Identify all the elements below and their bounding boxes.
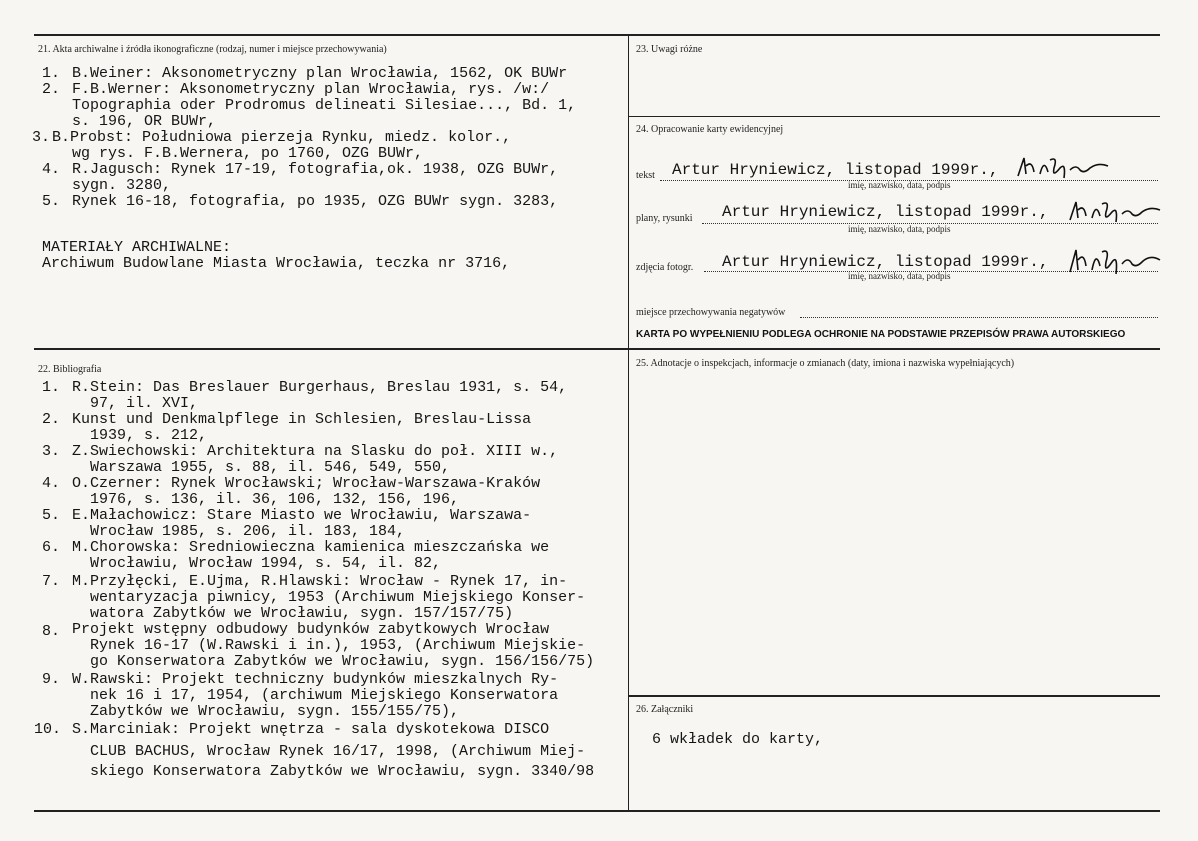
text-author-value: Artur Hryniewicz, listopad 1999r., [672, 161, 999, 179]
item-line: Rynek 16-18, fotografia, po 1935, OZG BUWr sygn. 3283, [72, 193, 559, 210]
list-item [32, 129, 627, 162]
bottom-border [34, 810, 1160, 812]
item-line: watora Zabytków we Wrocławiu, sygn. 157/157/75) [90, 605, 514, 622]
list-item [42, 66, 627, 82]
section-25-header: 25. Adnotacje o inspekcjach, informacje o zmianach (daty, imiona i nazwiska wypełniających) [636, 358, 1015, 369]
item-line: E.Małachowicz: Stare Miasto we Wrocławiu, Warszawa- [72, 507, 532, 524]
item-line: S.Marciniak: Projekt wnętrza - sala dyskotekowa DISCO [72, 721, 550, 738]
item-line: Warszawa 1955, s. 88, il. 546, 549, 550, [90, 459, 451, 476]
list-item [42, 672, 632, 722]
list-item [34, 721, 632, 780]
list-item [42, 572, 632, 622]
item-number: 9. [42, 671, 61, 688]
item-line: go Konserwatora Zabytków we Wrocławiu, sygn. 156/156/75) [90, 653, 595, 670]
archival-sources-list [32, 65, 627, 210]
item-number: 5. [42, 193, 61, 210]
item-line: Wrocław 1985, s. 206, il. 183, 184, [90, 523, 406, 540]
list-item [42, 412, 632, 444]
item-line: sygn. 3280, [72, 177, 172, 194]
photos-author-caption: imię, nazwisko, data, podpis [848, 271, 951, 281]
item-number: 2. [42, 81, 61, 98]
list-item [42, 444, 632, 476]
item-line: O.Czerner: Rynek Wrocławski; Wrocław-Warszawa-Kraków [72, 475, 541, 492]
item-line: Z.Swiechowski: Architektura na Slasku do poł. XIII w., [72, 443, 559, 460]
top-border [34, 34, 1160, 36]
list-item [42, 82, 627, 130]
item-number: 8. [42, 623, 61, 640]
text-author-label: tekst [636, 170, 655, 181]
divider-23-24 [629, 116, 1160, 117]
item-number: 4. [42, 475, 61, 492]
item-line: Rynek 16-17 (W.Rawski i in.), 1953, (Archiwum Miejskie- [90, 637, 586, 654]
text-author-caption: imię, nazwisko, data, podpis [848, 180, 951, 190]
bibliography-list [34, 379, 632, 780]
archival-materials-text: Archiwum Budowlane Miasta Wrocławia, teczka nr 3716, [42, 255, 511, 272]
item-number: 10. [34, 721, 62, 738]
divider-25-26 [629, 695, 1160, 697]
signature-icon [1066, 246, 1166, 276]
list-item [42, 380, 632, 412]
item-line: B.Probst: Południowa pierzeja Rynku, miedz. kolor., [52, 129, 512, 146]
item-line: B.Weiner: Aksonometryczny plan Wrocławia, 1562, OK BUWr [72, 65, 568, 82]
list-item [42, 476, 632, 508]
item-line: R.Jagusch: Rynek 17-19, fotografia,ok. 1938, OZG BUWr, [72, 161, 559, 178]
item-line: wentaryzacja piwnicy, 1953 (Archiwum Miejskiego Konser- [90, 589, 586, 606]
signature-icon [1066, 198, 1166, 224]
item-number: 1. [42, 379, 61, 396]
signature-icon [1014, 154, 1114, 180]
list-item [42, 540, 632, 572]
drawings-author-caption: imię, nazwisko, data, podpis [848, 224, 951, 234]
item-line: nek 16 i 17, 1954, (archiwum Miejskiego Konserwatora [90, 687, 559, 704]
list-item [42, 194, 627, 210]
item-line: Zabytków we Wrocławiu, sygn. 155/155/75), [90, 703, 460, 720]
item-number: 7. [42, 573, 61, 590]
item-line: R.Stein: Das Breslauer Burgerhaus, Breslau 1931, s. 54, [72, 379, 568, 396]
item-line: M.Chorowska: Sredniowieczna kamienica mieszczańska we [72, 539, 550, 556]
copyright-notice: KARTA PO WYPEŁNIENIU PODLEGA OCHRONIE NA PODSTAWIE PRZEPISÓW PRAWA AUTORSKIEGO [636, 329, 1126, 340]
list-item [42, 162, 627, 194]
middle-border [34, 348, 1160, 350]
item-number: 1. [42, 65, 61, 82]
negatives-location-line [800, 317, 1158, 318]
item-line: 1939, s. 212, [90, 427, 208, 444]
item-line: skiego Konserwatora Zabytków we Wrocławiu, sygn. 3340/98 [90, 763, 595, 780]
section-24-header: 24. Opracowanie karty ewidencyjnej [636, 124, 784, 135]
item-number: 2. [42, 411, 61, 428]
item-line: 1976, s. 136, il. 36, 106, 132, 156, 196, [90, 491, 460, 508]
item-line: 97, il. XVI, [90, 395, 199, 412]
negatives-location-label: miejsce przechowywania negatywów [636, 307, 786, 318]
section-22-header: 22. Bibliografia [38, 364, 102, 375]
item-line: CLUB BACHUS, Wrocław Rynek 16/17, 1998, (Archiwum Miej- [90, 743, 586, 760]
item-line: Projekt wstępny odbudowy budynków zabytkowych Wrocław [72, 621, 550, 638]
item-number: 6. [42, 539, 61, 556]
item-line: Topographia oder Prodromus delineati Silesiae..., Bd. 1, [72, 97, 577, 114]
item-line: Kunst und Denkmalpflege in Schlesien, Breslau-Lissa [72, 411, 532, 428]
archival-materials-title: MATERIAŁY ARCHIWALNE: [42, 239, 232, 256]
drawings-author-value: Artur Hryniewicz, listopad 1999r., [722, 203, 1049, 221]
photos-author-label: zdjęcia fotogr. [636, 262, 694, 273]
item-line: W.Rawski: Projekt techniczny budynków mieszkalnych Ry- [72, 671, 559, 688]
section-26-header: 26. Załączniki [636, 704, 694, 715]
item-number: 4. [42, 161, 61, 178]
item-number: 5. [42, 507, 61, 524]
item-line: Wrocławiu, Wrocław 1994, s. 54, il. 82, [90, 555, 442, 572]
list-item [42, 508, 632, 540]
list-item [42, 622, 632, 672]
item-line: s. 196, OR BUWr, [72, 113, 217, 130]
item-line: F.B.Werner: Aksonometryczny plan Wrocławia, rys. /w:/ [72, 81, 550, 98]
section-23-header: 23. Uwagi różne [636, 44, 703, 55]
item-number: 3. [42, 443, 61, 460]
section-21-header: 21. Akta archiwalne i źródła ikonograficzne (rodzaj, numer i miejsce przechowywania) [38, 44, 387, 55]
attachments-text: 6 wkładek do karty, [652, 731, 824, 748]
photos-author-value: Artur Hryniewicz, listopad 1999r., [722, 253, 1049, 271]
item-line: wg rys. F.B.Wernera, po 1760, OZG BUWr, [72, 145, 424, 162]
drawings-author-label: plany, rysunki [636, 213, 693, 224]
item-number: 3. [32, 129, 51, 146]
item-line: M.Przyłęcki, E.Ujma, R.Hlawski: Wrocław - Rynek 17, in- [72, 573, 568, 590]
